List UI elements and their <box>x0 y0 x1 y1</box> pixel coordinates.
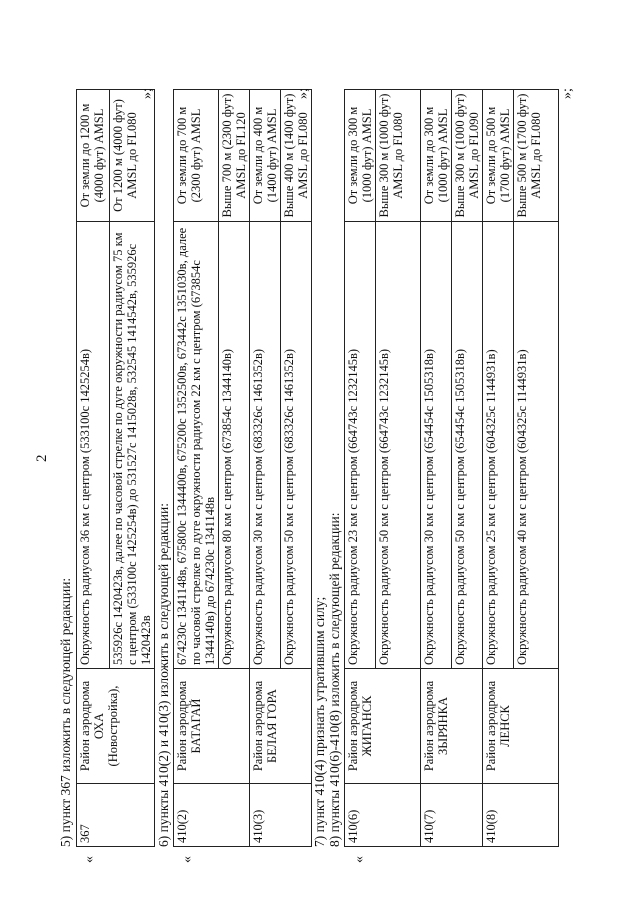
close-quote: »; <box>140 88 155 99</box>
open-quote: « <box>82 856 97 863</box>
boundary-description: Окружность радиусом 40 км с центром (604325с 1144931в) <box>514 222 559 669</box>
open-quote: « <box>180 856 195 863</box>
row-number: 410(3) <box>250 784 312 847</box>
boundary-description: Окружность радиусом 50 км с центром (654454с 1505318в) <box>452 222 483 669</box>
area-name: Район аэродрома БЕЛАЯ ГОРА <box>250 669 312 784</box>
row-number: 410(6) <box>345 784 421 847</box>
vertical-limits: От 1200 м (4000 фут) AMSL до FL080 <box>110 90 155 222</box>
section-8-heading: 8) пункты 410(6)-410(8) изложить в следующей редакции: <box>327 512 342 847</box>
section-5-heading: 5) пункт 367 изложить в следующей редакции: <box>58 577 73 847</box>
close-quote: »; <box>296 88 311 99</box>
area-name: Район аэродрома ОХА (Новостройка), <box>77 669 155 784</box>
close-quote: »; <box>560 88 575 99</box>
section-6-heading: 6) пункты 410(2) и 410(3) изложить в следующей редакции: <box>156 503 171 847</box>
table-section-5 <box>76 89 155 847</box>
vertical-limits: От земли до 1200 м (4000 фут) AMSL <box>77 90 110 222</box>
table-row <box>77 90 110 847</box>
table-row <box>421 90 452 847</box>
section-7-text: 7) пункт 410(4) признать утратившим силу; <box>312 596 327 847</box>
vertical-limits: Выше 300 м (1000 фут) AMSL до FL090 <box>452 90 483 222</box>
open-quote: « <box>352 856 367 863</box>
boundary-description: 535926с 1420423в, далее по часовой стрелке по дуге окружности радиусом 75 км с центром (533100с 1425254в) до 531527с 1415028в, 532545 1414542в, 535926с 1420423в <box>110 222 155 669</box>
area-name: Район аэродрома ЖИГАНСК <box>345 669 421 784</box>
area-name: Район аэродрома ЛЕНСК <box>483 669 559 784</box>
area-name: Район аэродрома ЗЫРЯНКА <box>421 669 483 784</box>
vertical-limits: От земли до 300 м (1000 фут) AMSL <box>421 90 452 222</box>
vertical-limits: Выше 700 м (2300 фут) AMSL до FL120 <box>219 90 250 222</box>
vertical-limits: От земли до 400 м (1400 фут) AMSL <box>250 90 281 222</box>
boundary-description: Окружность радиусом 30 км с центром (683326с 1461352в) <box>250 222 281 669</box>
boundary-description: Окружность радиусом 50 км с центром (664743с 1232145в) <box>376 222 421 669</box>
row-number: 367 <box>77 784 155 847</box>
row-number: 410(2) <box>174 784 250 847</box>
boundary-description: Окружность радиусом 25 км с центром (604325с 1144931в) <box>483 222 514 669</box>
boundary-description: Окружность радиусом 30 км с центром (654454с 1505318в) <box>421 222 452 669</box>
table-row <box>483 90 514 847</box>
boundary-description: 674230с 1341148в, 675800с 1344400в, 675200с 1352500в, 673442с 1351030в, далее по часовой стрелке по дуге окружности радиусом 22 км с центром (673854с 1344140в) до 674230с 1341148в <box>174 222 219 669</box>
vertical-limits: От земли до 700 м (2300 фут) AMSL <box>174 90 219 222</box>
vertical-limits: Выше 300 м (1000 фут) AMSL до FL080 <box>376 90 421 222</box>
vertical-limits: Выше 400 м (1400 фут) AMSL до FL080 <box>281 90 312 222</box>
vertical-limits: Выше 500 м (1700 фут) AMSL до FL080 <box>514 90 559 222</box>
table-section-6 <box>173 89 312 847</box>
row-number: 410(7) <box>421 784 483 847</box>
vertical-limits: От земли до 300 м (1000 фут) AMSL <box>345 90 376 222</box>
table-section-8 <box>344 89 559 847</box>
boundary-description: Окружность радиусом 36 км с центром (533100с 1425254в) <box>77 222 110 669</box>
page-number: 2 <box>34 454 50 462</box>
area-name: Район аэродрома БАТАГАЙ <box>174 669 250 784</box>
table-row <box>174 90 219 847</box>
boundary-description: Окружность радиусом 50 км с центром (683326с 1461352в) <box>281 222 312 669</box>
vertical-limits: От земли до 500 м (1700 фут) AMSL <box>483 90 514 222</box>
boundary-description: Окружность радиусом 23 км с центром (664743с 1232145в) <box>345 222 376 669</box>
table-row <box>345 90 376 847</box>
boundary-description: Окружность радиусом 80 км с центром (673854с 1344140в) <box>219 222 250 669</box>
row-number: 410(8) <box>483 784 559 847</box>
table-row <box>250 90 281 847</box>
